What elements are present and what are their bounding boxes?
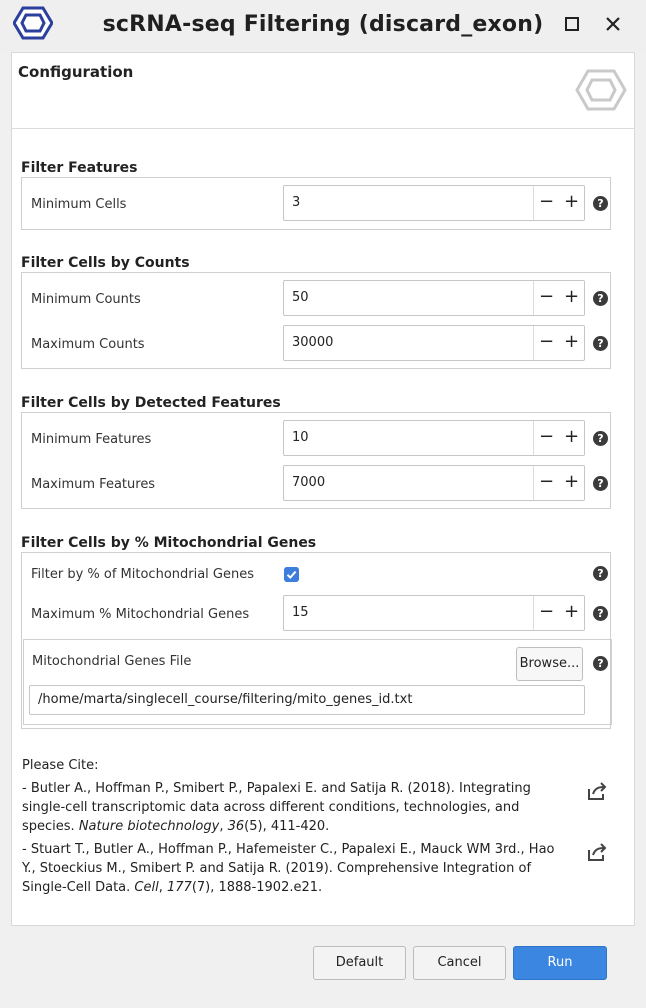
maximize-icon[interactable] <box>562 14 582 34</box>
maximum-mito-increment-button[interactable]: + <box>563 601 580 622</box>
citation-2: - Stuart T., Butler A., Hoffman P., Hafemeister C., Papalexi E., Mauck WM 3rd., Hao Y., Stoeckius M., Smibert P. and Satija R. (2019). Comprehensive Integration of Single-Cell Data. Cell, 177(7), 1888-1902.e21. <box>22 842 555 895</box>
filter-counts-title: Filter Cells by Counts <box>21 254 194 272</box>
maximum-counts-label: Maximum Counts <box>31 337 145 352</box>
external-link-icon[interactable] <box>586 842 608 862</box>
minimum-cells-spinbox[interactable] <box>283 185 585 221</box>
maximum-counts-spinbox[interactable] <box>283 325 585 361</box>
minimum-counts-label: Minimum Counts <box>31 292 141 307</box>
configuration-panel <box>11 52 635 926</box>
maximum-features-decrement-button[interactable]: − <box>538 471 555 492</box>
help-icon[interactable]: ? <box>593 336 608 351</box>
citation-heading: Please Cite: <box>22 758 99 773</box>
citation-1-text: - Butler A., Hoffman P., Smibert P., Papalexi E. and Satija R. (2018). Integrating single-cell transcriptomic data across different conditions, technologies, and species. <box>22 781 531 834</box>
minimum-counts-value[interactable]: 50 <box>292 290 309 305</box>
minimum-cells-decrement-button[interactable]: − <box>538 191 555 212</box>
help-icon[interactable]: ? <box>593 196 608 211</box>
minimum-cells-value[interactable]: 3 <box>292 195 301 210</box>
minimum-counts-spinbox[interactable] <box>283 280 585 316</box>
configuration-title: Configuration <box>18 63 134 81</box>
filter-mito-checkbox[interactable] <box>284 567 299 582</box>
help-icon[interactable]: ? <box>593 431 608 446</box>
minimum-cells-label: Minimum Cells <box>31 197 127 212</box>
citation-1: - Butler A., Hoffman P., Smibert P., Papalexi E. and Satija R. (2018). Integrating single-cell transcriptomic data across different conditions, technologies, and species. Nature biotechnology, 36(5), 411-420. <box>22 781 531 834</box>
maximum-features-increment-button[interactable]: + <box>563 471 580 492</box>
maximum-features-value[interactable]: 7000 <box>292 475 326 490</box>
minimum-features-value[interactable]: 10 <box>292 430 309 445</box>
citation-1-journal: Nature biotechnology <box>78 819 220 834</box>
help-icon[interactable]: ? <box>593 566 608 581</box>
maximum-mito-value[interactable]: 15 <box>292 605 309 620</box>
mito-genes-file-path-input[interactable]: /home/marta/singlecell_course/filtering/mito_genes_id.txt <box>29 685 585 715</box>
maximum-features-spinbox[interactable] <box>283 465 585 501</box>
maximum-counts-value[interactable]: 30000 <box>292 335 334 350</box>
cancel-button[interactable]: Cancel <box>413 946 506 980</box>
window-title: scRNA-seq Filtering (discard_exon) <box>102 12 544 37</box>
minimum-features-label: Minimum Features <box>31 432 152 447</box>
maximum-counts-decrement-button[interactable]: − <box>538 331 555 352</box>
minimum-cells-increment-button[interactable]: + <box>563 191 580 212</box>
help-icon[interactable]: ? <box>593 291 608 306</box>
maximum-mito-label: Maximum % Mitochondrial Genes <box>31 607 250 622</box>
mito-genes-file-label: Mitochondrial Genes File <box>32 654 192 669</box>
minimum-counts-increment-button[interactable]: + <box>563 286 580 307</box>
minimum-counts-decrement-button[interactable]: − <box>538 286 555 307</box>
title-bar <box>0 0 646 52</box>
filter-mito-title: Filter Cells by % Mitochondrial Genes <box>21 534 320 552</box>
filter-detected-features-title: Filter Cells by Detected Features <box>21 394 285 412</box>
citation-2-text: - Stuart T., Butler A., Hoffman P., Hafemeister C., Papalexi E., Mauck WM 3rd., Hao Y., Stoeckius M., Smibert P. and Satija R. (2019). Comprehensive Integration of Single-Cell Data. <box>22 842 555 895</box>
help-icon[interactable]: ? <box>593 656 608 671</box>
help-icon[interactable]: ? <box>593 606 608 621</box>
help-icon[interactable]: ? <box>593 476 608 491</box>
citation-1-pages: (5), 411-420. <box>244 819 330 834</box>
close-icon[interactable] <box>603 14 623 34</box>
maximum-mito-decrement-button[interactable]: − <box>538 601 555 622</box>
citation-1-volume: 36 <box>227 819 245 834</box>
citation-2-journal: Cell <box>134 880 159 895</box>
citation-2-pages: (7), 1888-1902.e21. <box>191 880 323 895</box>
maximum-features-label: Maximum Features <box>31 477 156 492</box>
browse-button[interactable]: Browse... <box>516 647 583 681</box>
hexagon-logo-icon <box>574 67 628 113</box>
default-button[interactable]: Default <box>313 946 406 980</box>
minimum-features-increment-button[interactable]: + <box>563 426 580 447</box>
citation-2-volume: 177 <box>166 880 192 895</box>
maximum-mito-spinbox[interactable] <box>283 595 585 631</box>
configuration-header <box>12 53 634 129</box>
maximum-counts-increment-button[interactable]: + <box>563 331 580 352</box>
minimum-features-decrement-button[interactable]: − <box>538 426 555 447</box>
filter-mito-checkbox-label: Filter by % of Mitochondrial Genes <box>31 567 255 582</box>
external-link-icon[interactable] <box>586 781 608 801</box>
minimum-features-spinbox[interactable] <box>283 420 585 456</box>
filter-features-title: Filter Features <box>21 159 141 177</box>
run-button[interactable]: Run <box>513 946 607 980</box>
